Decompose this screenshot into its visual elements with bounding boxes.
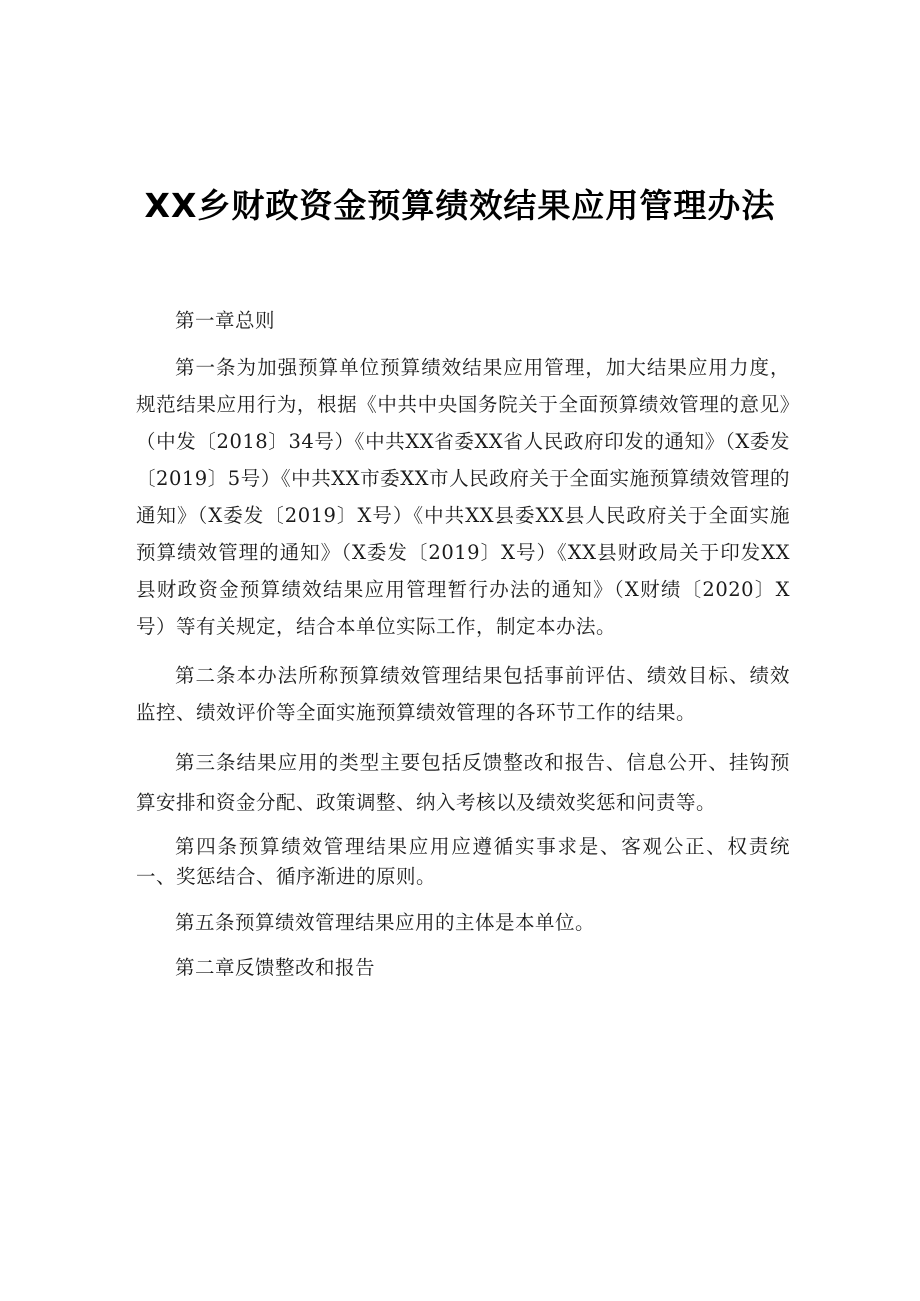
article-2: 第二条本办法所称预算绩效管理结果包括事前评估、绩效目标、绩效监控、绩效评价等全面实施预算绩效管理的各环节工作的结果。 (136, 664, 790, 724)
document-body (136, 302, 790, 986)
article-1: 第一条为加强预算单位预算绩效结果应用管理，加大结果应用力度，规范结果应用行为，根据《中共中央国务院关于全面预算绩效管理的意见》（中发〔2018〕34号）《中共XX省委XX省人民政府印发的通知》（X委发〔2019〕5号）《中共XX市委XX市人民政府关于全面实施预算绩效管理的通知》（X委发〔2019〕X号）《中共XX县委XX县人民政府关于全面实施预算绩效管理的通知》（X委发〔2019〕X号）《XX县财政局关于印发XX县财政资金预算绩效结果应用管理暂行办法的通知》（X财绩〔2020〕X号）等有关规定，结合本单位实际工作，制定本办法。 (136, 356, 790, 638)
chapter-heading-1: 第一章总则 (175, 309, 276, 332)
article-5: 第五条预算绩效管理结果应用的主体是本单位。 (175, 911, 596, 934)
document-title: XX乡财政资金预算绩效结果应用管理办法 (144, 186, 776, 225)
chapter-heading-2: 第二章反馈整改和报告 (175, 956, 376, 979)
article-3: 第三条结果应用的类型主要包括反馈整改和报告、信息公开、挂钩预算安排和资金分配、政策调整、纳入考核以及绩效奖惩和问责等。 (136, 751, 790, 814)
article-4: 第四条预算绩效管理结果应用应遵循实事求是、客观公正、权责统一、奖惩结合、循序渐进的原则。 (136, 835, 790, 888)
